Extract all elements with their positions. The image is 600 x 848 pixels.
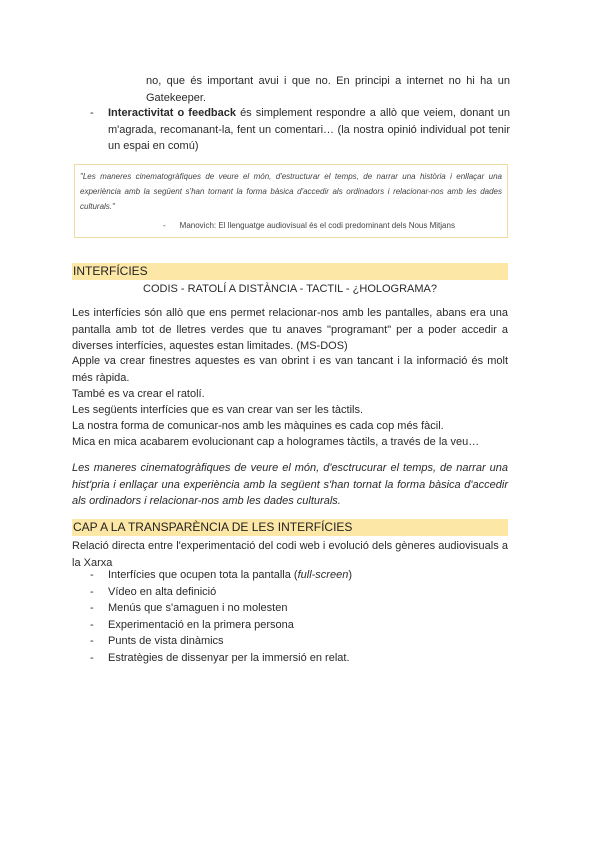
list-dash: - bbox=[90, 618, 94, 631]
bullet-interactivitat bbox=[90, 105, 510, 155]
list-item-text: Punts de vista dinàmics bbox=[108, 635, 224, 647]
section-subtitle: CODIS - RATOLÍ A DISTÀNCIA - TACTIL - ¿HOLOGRAMA? bbox=[143, 283, 437, 295]
list-item-text: Menús que s'amaguen i no molesten bbox=[108, 602, 288, 614]
bullet-term: Interactivitat o feedback bbox=[108, 107, 236, 119]
attribution-dash: - bbox=[163, 221, 166, 230]
list-item-text-end: ) bbox=[348, 569, 352, 581]
list-item bbox=[90, 567, 352, 584]
feature-list bbox=[90, 567, 352, 666]
paragraph-1: Les interfícies són allò que ens permet relacionar-nos amb les pantalles, abans era una pantalla amb tot de lletres verdes que tu anaves "programant" per a poder accedir a diverses interfícies, aquestes estan limitades. (MS-DOS) bbox=[72, 307, 508, 352]
list-item bbox=[90, 633, 352, 650]
list-item-text: Vídeo en alta definició bbox=[108, 585, 217, 598]
list-dash: - bbox=[90, 651, 94, 664]
section2-intro: Relació directa entre l'experimentació del codi web i evolució dels gèneres audiovisuals a la Xarxa bbox=[72, 540, 508, 569]
list-dash: - bbox=[90, 585, 94, 598]
attribution-text: Manovich: El llenguatge audiovisual és el codi predominant dels Nous Mitjans bbox=[179, 221, 455, 230]
bullet-text: és simplement respondre a allò que veiem, donant un m'agrada, recomanant-la, fent un comentari… (la nostra opinió individual pot tenir un espai en comú) bbox=[108, 107, 510, 152]
continuation-text: no, que és important avui i que no. En principi a internet no hi ha un Gatekeeper. bbox=[146, 75, 510, 104]
list-item-text: Interfícies que ocupen tota la pantalla ( bbox=[108, 569, 298, 581]
list-dash: - bbox=[90, 569, 94, 581]
paragraph-2: Apple va crear finestres aquestes es van obrint i es van tancant i la informació és molt més ràpida. bbox=[72, 355, 508, 384]
paragraph-4: Les següents interfícies que es van crear van ser les tàctils. bbox=[72, 404, 364, 416]
list-item-emphasis: full-screen bbox=[297, 569, 349, 581]
list-dash: - bbox=[90, 635, 94, 647]
list-dash: - bbox=[90, 602, 94, 614]
quote-attribution bbox=[163, 218, 455, 233]
section-heading-interficies: INTERFÍCIES bbox=[72, 263, 508, 280]
list-item bbox=[90, 584, 352, 601]
list-item bbox=[90, 650, 352, 667]
paragraph-5: La nostra forma de comunicar-nos amb les màquines es cada cop més fàcil. bbox=[72, 420, 444, 432]
italic-quote: Les maneres cinematogràfiques de veure el món, d'esctrucurar el temps, de narrar una hist'pria i enllaçar una experiència amb la següent s'han tornat la forma bàsica d'accedir als ordinadors i relacionar-nos amb les dades culturals. bbox=[72, 462, 508, 507]
paragraph-6: Mica en mica acabarem evolucionant cap a hologrames tàctils, a través de la veu… bbox=[72, 436, 480, 448]
list-item-text: Experimentació en la primera persona bbox=[108, 618, 294, 631]
section-heading-transparencia: CAP A LA TRANSPARÈNCIA DE LES INTERFÍCIES bbox=[72, 519, 508, 536]
paragraph-3: També es va crear el ratolí. bbox=[72, 388, 205, 400]
list-item bbox=[90, 617, 352, 634]
list-item bbox=[90, 600, 352, 617]
list-item-text: Estratègies de dissenyar per la immersió en relat. bbox=[108, 651, 350, 664]
quote-box bbox=[74, 164, 508, 238]
quote-text: "Les maneres cinematogràfiques de veure el món, d'estructurar el temps, de narrar una història i enllaçar una experiència amb la següent s'han tornant la forma bàsica d'accedir als ordinadors i relacionar-nos amb les dades culturals." bbox=[80, 172, 502, 211]
bullet-dash: - bbox=[90, 107, 94, 119]
